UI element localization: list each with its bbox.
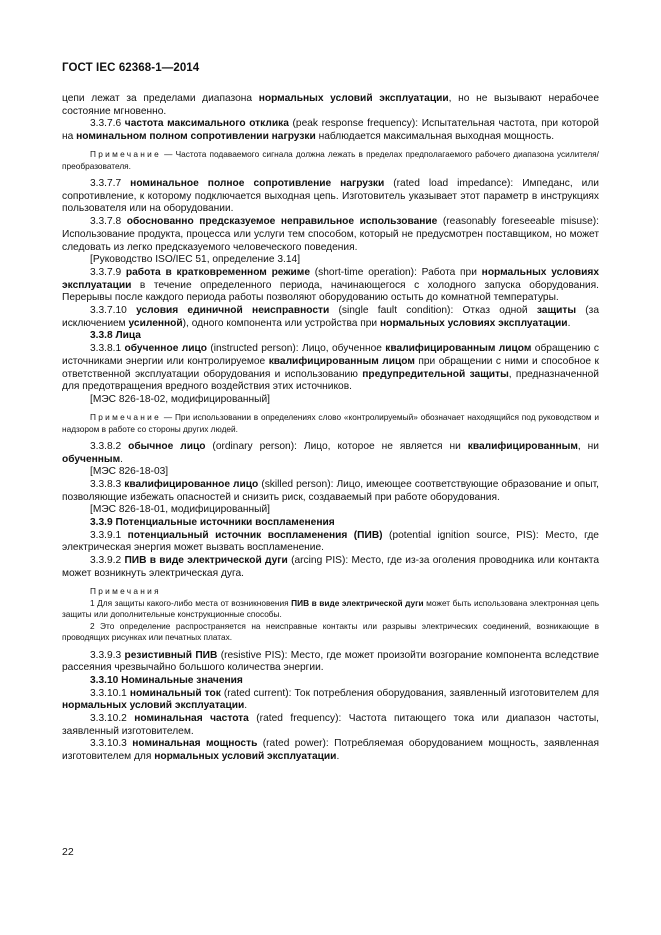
- reference: [Руководство ISO/IEC 51, определение 3.14]: [90, 254, 301, 266]
- definition-3-3-8-2: 3.3.8.2 обычное лицо (ordinary person): Лицо, которое не является ни квалифицированным, ни обученным.: [62, 440, 599, 465]
- definition-3-3-10-1: 3.3.10.1 номинальный ток (rated current): Ток потребления оборудования, заявленный изготовителем для нормальных условий эксплуатации.: [62, 687, 600, 712]
- note: Примечание — При использовании в определениях слово «контролируемый» обозначает находящийся под руководством и надзором в работе со стороны других людей.: [62, 412, 599, 434]
- reference: [МЭС 826-18-02, модифицированный]: [90, 393, 271, 405]
- reference: [МЭС 826-18-01, модифицированный]: [90, 504, 271, 516]
- note: Примечание — Частота подаваемого сигнала должна лежать в пределах предполагаемого рабочего диапазона усилителя/преобразователя.: [62, 149, 599, 171]
- page-number: 22: [62, 846, 74, 858]
- definition-3-3-8-1: 3.3.8.1 обученное лицо (instructed person): Лицо, обученное квалифицированным лицом обращению с источниками энергии или контролируемое квалифицированным лицом при обращении с ними и способное к ответственной эксплуатации оборудования и использованию предупредительной защиты, предназначенной для предотвращения вредного воздействия этих источников.: [62, 343, 599, 393]
- definition-3-3-9-3: 3.3.9.3 резистивный ПИВ (resistive PIS): Место, где может произойти возгорание компонента вследствие рассеяния чрезвычайно большого количества энергии.: [62, 649, 599, 674]
- section-heading: 3.3.9 Потенциальные источники воспламенения: [90, 517, 335, 529]
- definition-3-3-7-7: 3.3.7.7 номинальное полное сопротивление нагрузки (rated load impedance): Импеданс, или сопротивление, к которому подключается выходная цепь. Изготовитель указывает этот параметр в инструкциях пользователя или на оборудовании.: [62, 178, 599, 215]
- definition-3-3-7-8: 3.3.7.8 обоснованно предсказуемое неправильное использование (reasonably foreseeable misuse): Использование продукта, процесса или услуги тем способом, который не предусмотрен поставщиком, но может следовать из легко предсказуемого человеческого поведения.: [62, 216, 599, 253]
- note-item-2: 2 Это определение распространяется на неисправные контакты или разрывы электрических соединений, возникающие в проводящих рисунках или печатных платах.: [62, 620, 599, 643]
- definition-3-3-7-6: 3.3.7.6 частота максимального отклика (peak response frequency): Испытательная частота, при которой на номинальном полном сопротивлении нагрузки наблюдается максимальная выходная мощность.: [62, 118, 599, 143]
- definition-3-3-10-3: 3.3.10.3 номинальная мощность (rated power): Потребляемая оборудованием мощность, заявленная изготовителем для нормальных условий эксплуатации.: [62, 738, 599, 763]
- document-body: [62, 93, 599, 764]
- definition-3-3-10-2: 3.3.10.2 номинальная частота (rated frequency): Частота питающего тока или диапазон частоты, заявленный изготовителем.: [62, 713, 599, 737]
- document-header: ГОСТ IEC 62368-1—2014: [62, 62, 200, 74]
- reference: [МЭС 826-18-03]: [90, 466, 169, 478]
- definition-3-3-8-3: 3.3.8.3 квалифицированное лицо (skilled person): Лицо, имеющее соответствующие образование и опыт, позволяющие избежать опасностей и снизить риск, создаваемый при работе оборудования.: [62, 478, 599, 503]
- section-heading: 3.3.8 Лица: [90, 330, 141, 342]
- paragraph-continuation: цепи лежат за пределами диапазона нормальных условий эксплуатации, но не вызывают нерабочее состояние мгновенно.: [62, 93, 599, 117]
- section-heading: 3.3.10 Номинальные значения: [90, 674, 243, 686]
- definition-3-3-9-1: 3.3.9.1 потенциальный источник воспламенения (ПИВ) (potential ignition source, PIS): Место, где электрическая энергия может вызвать воспламенение.: [62, 529, 599, 554]
- note-item-1: 1 Для защиты какого-либо места от возникновения ПИВ в виде электрической дуги может быть использована электронная цепь защиты или дополнительные конструкционные способы.: [62, 597, 600, 620]
- definition-3-3-9-2: 3.3.9.2 ПИВ в виде электрической дуги (arcing PIS): Место, где из-за оголения проводника или контакта может возникнуть электрическая дуга.: [62, 555, 599, 579]
- notes-heading: Примечания: [90, 586, 161, 597]
- definition-3-3-7-9: 3.3.7.9 работа в кратковременном режиме (short-time operation): Работа при нормальных условиях эксплуатации в течение определенного периода, начинающегося с холодного запуска оборудования. Перерывы после каждого периода работы позволяют оборудованию остыть до комнатной температуры.: [62, 266, 599, 304]
- definition-3-3-7-10: 3.3.7.10 условия единичной неисправности (single fault condition): Отказ одной защиты (за исключением усиленной), одного компонента или устройства при нормальных условиях эксплуатации.: [62, 305, 600, 329]
